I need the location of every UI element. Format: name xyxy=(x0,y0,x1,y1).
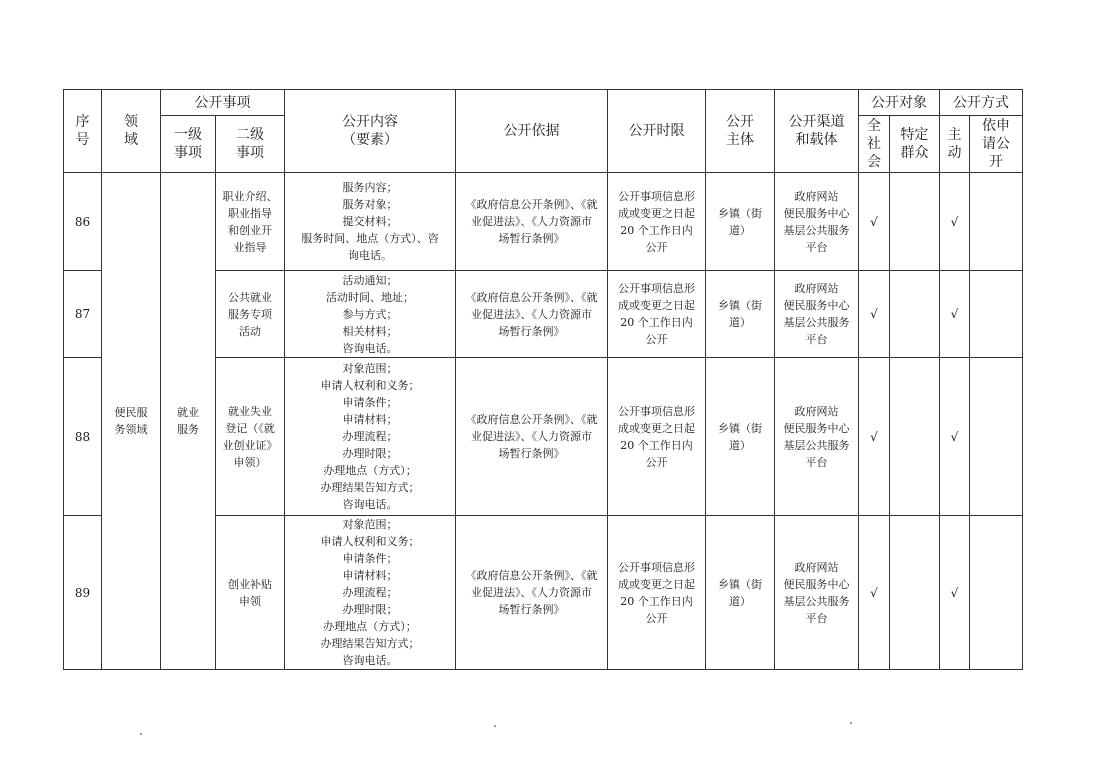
whole-society-check: √ xyxy=(859,173,890,271)
header-level2: 二级 事项 xyxy=(216,116,285,173)
whole-society-check: √ xyxy=(859,358,890,516)
basis-cell: 《政府信息公开条例》、《就 业促进法》、《人力资源市 场暂行条例》 xyxy=(456,271,608,358)
basis-cell: 《政府信息公开条例》、《就 业促进法》、《人力资源市 场暂行条例》 xyxy=(456,516,608,670)
row-number: 87 xyxy=(64,271,102,358)
specific-group-check xyxy=(890,271,940,358)
level2-cell: 职业介绍、 职业指导 和创业开 业指导 xyxy=(216,173,285,271)
channel-cell: 政府网站 便民服务中心 基层公共服务 平台 xyxy=(775,271,859,358)
header-level1: 一级 事项 xyxy=(161,116,216,173)
on-request-check xyxy=(970,271,1023,358)
active-check: √ xyxy=(940,358,970,516)
header-target: 公开对象 xyxy=(859,90,940,116)
active-check: √ xyxy=(940,516,970,670)
on-request-check xyxy=(970,173,1023,271)
whole-society-check: √ xyxy=(859,271,890,358)
header-content: 公开内容 （要素） xyxy=(285,90,456,173)
time-limit-cell: 公开事项信息形 成或变更之日起 20 个工作日内 公开 xyxy=(608,358,706,516)
level2-cell: 创业补贴 申领 xyxy=(216,516,285,670)
content-cell: 对象范围； 申请人权利和义务； 申请条件； 申请材料； 办理流程； 办理时限； 办理地点（方式）； 办理结果告知方式； 咨询电话。 xyxy=(285,358,456,516)
level2-cell: 公共就业 服务专项 活动 xyxy=(216,271,285,358)
header-method: 公开方式 xyxy=(940,90,1023,116)
channel-cell: 政府网站 便民服务中心 基层公共服务 平台 xyxy=(775,358,859,516)
content-cell: 对象范围； 申请人权利和义务； 申请条件； 申请材料； 办理流程； 办理时限； 办理地点（方式）； 办理结果告知方式； 咨询电话。 xyxy=(285,516,456,670)
header-seq: 序 号 xyxy=(64,90,102,173)
content-cell: 活动通知； 活动时间、地址； 参与方式； 相关材料； 咨询电话。 xyxy=(285,271,456,358)
basis-cell: 《政府信息公开条例》、《就 业促进法》、《人力资源市 场暂行条例》 xyxy=(456,173,608,271)
header-subject: 公开 主体 xyxy=(706,90,775,173)
subject-cell: 乡镇（街 道） xyxy=(706,173,775,271)
active-check: √ xyxy=(940,271,970,358)
channel-cell: 政府网站 便民服务中心 基层公共服务 平台 xyxy=(775,173,859,271)
subject-cell: 乡镇（街 道） xyxy=(706,271,775,358)
channel-cell: 政府网站 便民服务中心 基层公共服务 平台 xyxy=(775,516,859,670)
time-limit-cell: 公开事项信息形 成或变更之日起 20 个工作日内 公开 xyxy=(608,173,706,271)
subject-cell: 乡镇（街 道） xyxy=(706,516,775,670)
table-row xyxy=(64,173,1023,271)
specific-group-check xyxy=(890,173,940,271)
subject-cell: 乡镇（街 道） xyxy=(706,358,775,516)
disclosure-table xyxy=(63,89,1023,670)
whole-society-check: √ xyxy=(859,516,890,670)
specific-group-check xyxy=(890,358,940,516)
header-channel: 公开渠道 和载体 xyxy=(775,90,859,173)
level1-cell: 就业 服务 xyxy=(161,173,216,670)
scan-speck xyxy=(140,733,142,735)
header-domain: 领 域 xyxy=(102,90,161,173)
header-whole-society: 全 社 会 xyxy=(859,116,890,173)
content-cell: 服务内容； 服务对象； 提交材料； 服务时间、地点（方式）、咨 询电话。 xyxy=(285,173,456,271)
header-basis: 公开依据 xyxy=(456,90,608,173)
domain-cell: 便民服 务领域 xyxy=(102,173,161,670)
specific-group-check xyxy=(890,516,940,670)
row-number: 89 xyxy=(64,516,102,670)
header-on-request: 依申 请公 开 xyxy=(970,116,1023,173)
on-request-check xyxy=(970,516,1023,670)
time-limit-cell: 公开事项信息形 成或变更之日起 20 个工作日内 公开 xyxy=(608,516,706,670)
header-public-items: 公开事项 xyxy=(161,90,285,116)
on-request-check xyxy=(970,358,1023,516)
active-check: √ xyxy=(940,173,970,271)
header-specific-group: 特定 群众 xyxy=(890,116,940,173)
row-number: 86 xyxy=(64,173,102,271)
row-number: 88 xyxy=(64,358,102,516)
scan-speck xyxy=(494,725,496,727)
level2-cell: 就业失业 登记（《就 业创业证》 申领） xyxy=(216,358,285,516)
header-time-limit: 公开时限 xyxy=(608,90,706,173)
header-active: 主 动 xyxy=(940,116,970,173)
basis-cell: 《政府信息公开条例》、《就 业促进法》、《人力资源市 场暂行条例》 xyxy=(456,358,608,516)
time-limit-cell: 公开事项信息形 成或变更之日起 20 个工作日内 公开 xyxy=(608,271,706,358)
scan-speck xyxy=(850,722,852,724)
